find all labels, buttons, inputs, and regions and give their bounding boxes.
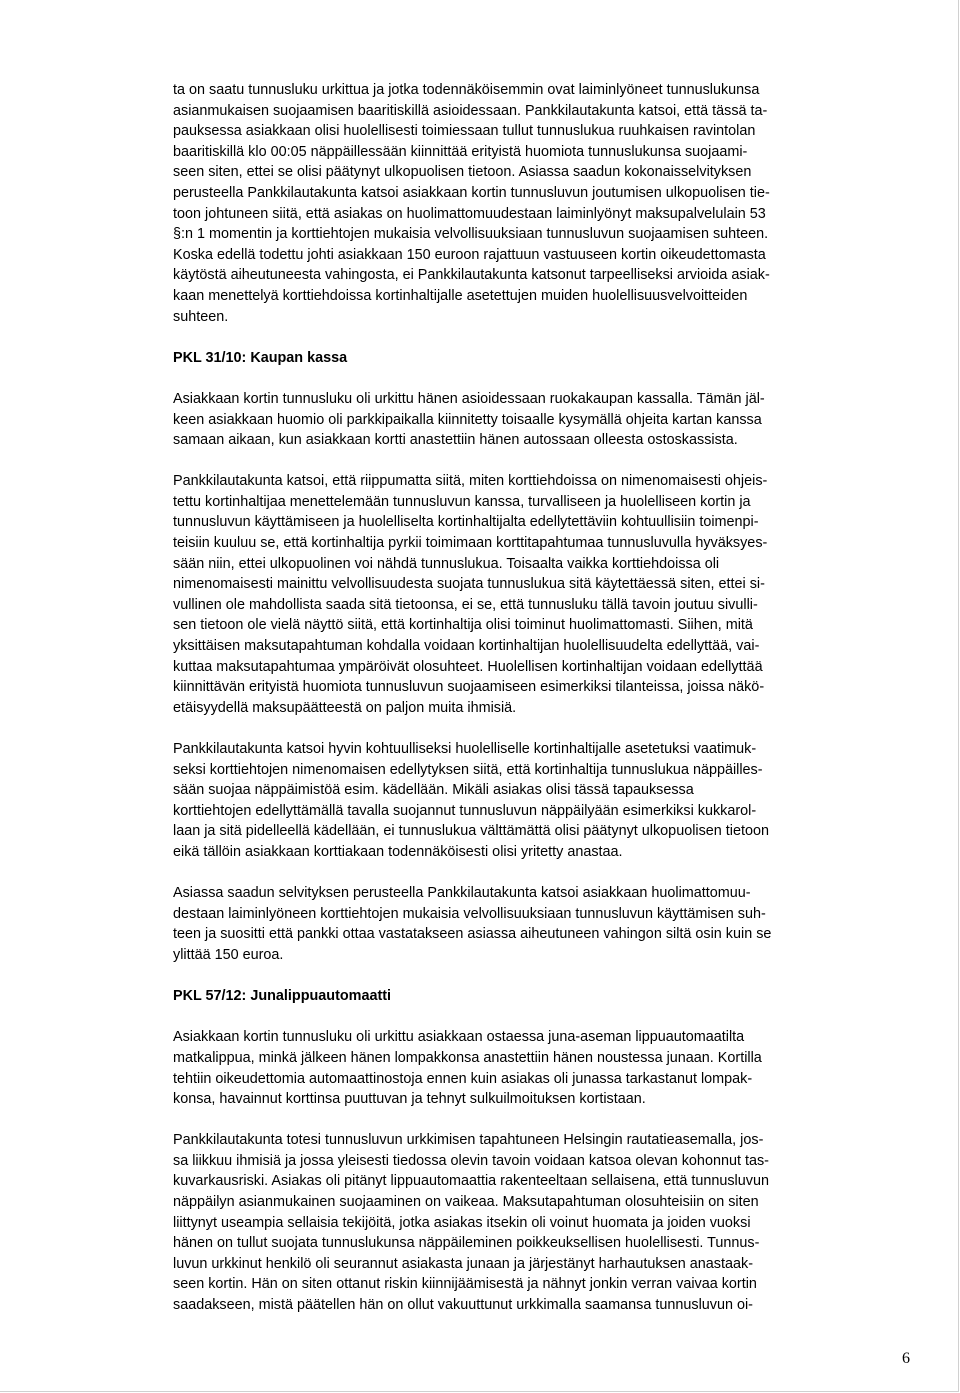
paragraph-board-finding (173, 1130, 899, 1315)
text-line: liittynyt useampia sellaisia tekijöitä, jotka asiakas itsekin oli voinut huomata ja joiden vuoksi (173, 1214, 751, 1231)
case-heading-kaupan-kassa: PKL 31/10: Kaupan kassa (173, 349, 348, 366)
text-line: Koska edellä todettu johti asiakkaan 150 euroon rajattuun vastuuseen kortin oikeudettomasta (173, 246, 766, 263)
text-line: eikä tällöin asiakkaan korttiakaan todennäköisesti olisi yritetty anastaa. (173, 843, 623, 860)
paragraph-spacer (173, 327, 899, 348)
text-line: matkalippua, minkä jälkeen hänen lompakkonsa anastettiin hänen noustessa junaan. Kortilla (173, 1049, 762, 1066)
text-line: baaritiskillä klo 00:05 näppäillessään kiinnittää erityistä huomiota tunnuslukunsa suojaami- (173, 143, 748, 160)
text-line: kuvarkausriski. Asiakas oli pitänyt lippuautomaattia rakenteeltaan sellaisena, että tunnusluvun (173, 1173, 769, 1190)
text-line: tehtiin oikeudettomia automaattinostoja ennen kuin asiakas oli junassa tarkastanut lompak- (173, 1070, 753, 1087)
text-line: seen kortin. Hän on siten ottanut riskin kiinnijäämisestä ja nähnyt jonkin verran vaivaa kortin (173, 1276, 757, 1293)
text-line: teisiin kuuluu se, että kortinhaltija pyrkii toimimaan korttitapahtumaa tunnusluvulla hyväksyes- (173, 535, 768, 552)
text-line: sään suojaa näppäimistöä esim. kädellään. Mikäli asiakas olisi tässä tapauksessa (173, 782, 694, 799)
text-line: samaan aikaan, kun asiakkaan kortti anastettiin hänen autossaan olleesta ostoskassista. (173, 432, 738, 449)
text-line: luvun urkkinut henkilö oli seurannut asiakasta junaan ja järjestänyt harhautuksen anastaak- (173, 1255, 753, 1272)
paragraph-spacer (173, 1007, 899, 1028)
text-line: pauksessa asiakkaan olisi huolellisesti toimiessaan tullut tunnuslukua ruuhkaisen ravintolan (173, 123, 756, 140)
text-line: kaan menettelyä korttiehdoissa kortinhaltijalle asetettujen muiden huolellisuusvelvoitteiden (173, 287, 748, 304)
text-line: Asiakkaan kortin tunnusluku oli urkittu asiakkaan ostaessa juna-aseman lippuautomaatilta (173, 1029, 745, 1046)
text-line: näppäilyn asianmukainen suojaaminen on vaikeaa. Maksutapahtuman olosuhteisiin on siten (173, 1194, 759, 1211)
text-line: Asiassa saadun selvityksen perusteella Pankkilautakunta katsoi asiakkaan huolimattomuu- (173, 885, 751, 902)
text-line: §:n 1 momentin ja korttiehtojen mukaisia velvollisuuksiaan tunnusluvun suojaamisen suhteen. (173, 226, 769, 243)
text-line: konsa, havainnut korttinsa puuttuvan ja tehnyt sulkuilmoituksen kortistaan. (173, 1091, 646, 1108)
text-line: Pankkilautakunta katsoi, että riippumatta siitä, miten korttiehdoissa on nimenomaisesti ohjeis- (173, 473, 768, 490)
text-line: nimenomaisesti mainittu velvollisuudesta suojata tunnuslukua sitä käytettäessä siten, ettei si- (173, 576, 765, 593)
text-line: keen asiakkaan huomio oli parkkipaikalla kiinnitetty toisaalle kysymällä ohjeita kartan kanssa (173, 411, 762, 428)
paragraph-case-facts (173, 389, 899, 451)
text-line: kiinnittävän erityistä huomiota tunnusluvun suojaamiseen esimerkiksi tilanteissa, joissa näkö- (173, 679, 765, 696)
case-heading-junalippuautomaatti: PKL 57/12: Junalippuautomaatti (173, 988, 392, 1005)
paragraph-spacer (173, 863, 899, 884)
paragraph-board-opinion (173, 471, 899, 718)
paragraph-spacer (173, 1110, 899, 1131)
text-line: teen ja suositti että pankki ottaa vastatakseen asiassa aiheutuneen vahingon siltä osin kuin se (173, 926, 772, 943)
text-line: tunnusluvun käyttämiseen ja huolelliselta kortinhaltijalta edellytettäviin kohtuullisiin toimenpi- (173, 514, 759, 531)
paragraph-board-recommendation (173, 883, 899, 965)
paragraph-spacer (173, 966, 899, 987)
text-line: seksi korttiehtojen nimenomaisen edellytyksen siitä, että kortinhaltija tunnuslukua näppäilles- (173, 761, 763, 778)
paragraph-spacer (173, 451, 899, 472)
text-line: suhteen. (173, 308, 229, 325)
text-line: toon johtuneen siitä, että asiakas on huolimattomuudestaan laiminlyönyt maksupalvelulain 53 (173, 205, 766, 222)
text-line: Pankkilautakunta katsoi hyvin kohtuulliseksi huolelliselle kortinhaltijalle asetetuksi vaatimuk- (173, 741, 757, 757)
text-line: saadakseen, mistä päätellen hän on ollut vakuuttunut urkkimalla saamansa tunnusluvun oi- (173, 1297, 753, 1314)
text-line: sa liikkuu ihmisiä ja jossa yleisesti tiedossa olevin tavoin voidaan katsoa olevan kohonnut tas- (173, 1152, 769, 1169)
text-line: ylittää 150 euroa. (173, 946, 284, 963)
text-line: Pankkilautakunta totesi tunnusluvun urkkimisen tapahtuneen Helsingin rautatieasemalla, jos- (173, 1132, 764, 1149)
text-line: perusteella Pankkilautakunta katsoi asiakkaan kortin tunnusluvun joutumisen ulkopuolisen tie- (173, 184, 770, 201)
text-line: korttiehtojen edellyttämällä tavalla suojannut tunnusluvun näppäilyään esimerkiksi kukkarol- (173, 802, 757, 819)
text-line: sen tietoon ole vielä näyttö siitä, että kortinhaltija olisi toiminut huolimattomasti. Siihen, mitä (173, 617, 753, 634)
paragraph-case-facts-2 (173, 1027, 899, 1109)
paragraph-board-requirement (173, 739, 899, 863)
text-line: destaan laiminlyöneen korttiehtojen mukaisia velvollisuuksiaan tunnusluvun käyttämisen suh- (173, 905, 766, 922)
text-line: yksittäisen maksutapahtuman kohdalla voidaan kortinhaltijan huolellisuudelta edellyttää, vai- (173, 638, 760, 655)
text-line: laan ja sitä pidelleellä kädellään, ei tunnuslukua välttämättä olisi päätynyt ulkopuolisen tietoon (173, 823, 769, 840)
text-line: Asiakkaan kortin tunnusluku oli urkittu hänen asioidessaan ruokakaupan kassalla. Tämän jäl- (173, 390, 765, 407)
paragraph-spacer (173, 718, 899, 739)
text-line: sään niin, ettei ulkopuolinen voi nähdä tunnuslukua. Toisaalta vaikka korttiehdoissa oli (173, 555, 720, 572)
text-line: käytöstä aiheutuneesta vahingosta, ei Pankkilautakunta katsonut tarpeelliseksi arvioida asiak- (173, 267, 770, 284)
paragraph-decision-continued (173, 80, 899, 327)
paragraph-spacer (173, 368, 899, 389)
text-line: hänen on tullut suojata tunnuslukunsa näppäileminen poikkeuksellisen huolellisesti. Tunnus- (173, 1235, 760, 1252)
text-line: ta on saatu tunnusluku urkittua ja jotka todennäköisemmin ovat laiminlyöneet tunnuslukunsa (173, 82, 760, 98)
text-line: vullinen ole mahdollista saada sitä tietoonsa, ei se, että tunnusluku tällä tavoin joutuu sivulli- (173, 596, 758, 613)
text-line: kuttaa maksutapahtumaa ympäröivät olosuhteet. Huolellisen kortinhaltijan voidaan edellyttää (173, 658, 763, 675)
document-body (173, 80, 899, 1316)
text-line: etäisyydellä maksupäätteestä on paljon muita ihmisiä. (173, 699, 517, 716)
text-line: seen siten, ettei se olisi päätynyt ulkopuolisen tietoon. Asiassa saadun kokonaisselvityksen (173, 164, 752, 181)
text-line: asianmukaisen suojaamisen baaritiskillä asioidessaan. Pankkilautakunta katsoi, että tässä ta- (173, 102, 768, 119)
page-number: 6 (902, 1350, 910, 1367)
text-line: tettu kortinhaltijaa menettelemään tunnusluvun kanssa, turvalliseen ja huolelliseen kortin ja (173, 493, 751, 510)
